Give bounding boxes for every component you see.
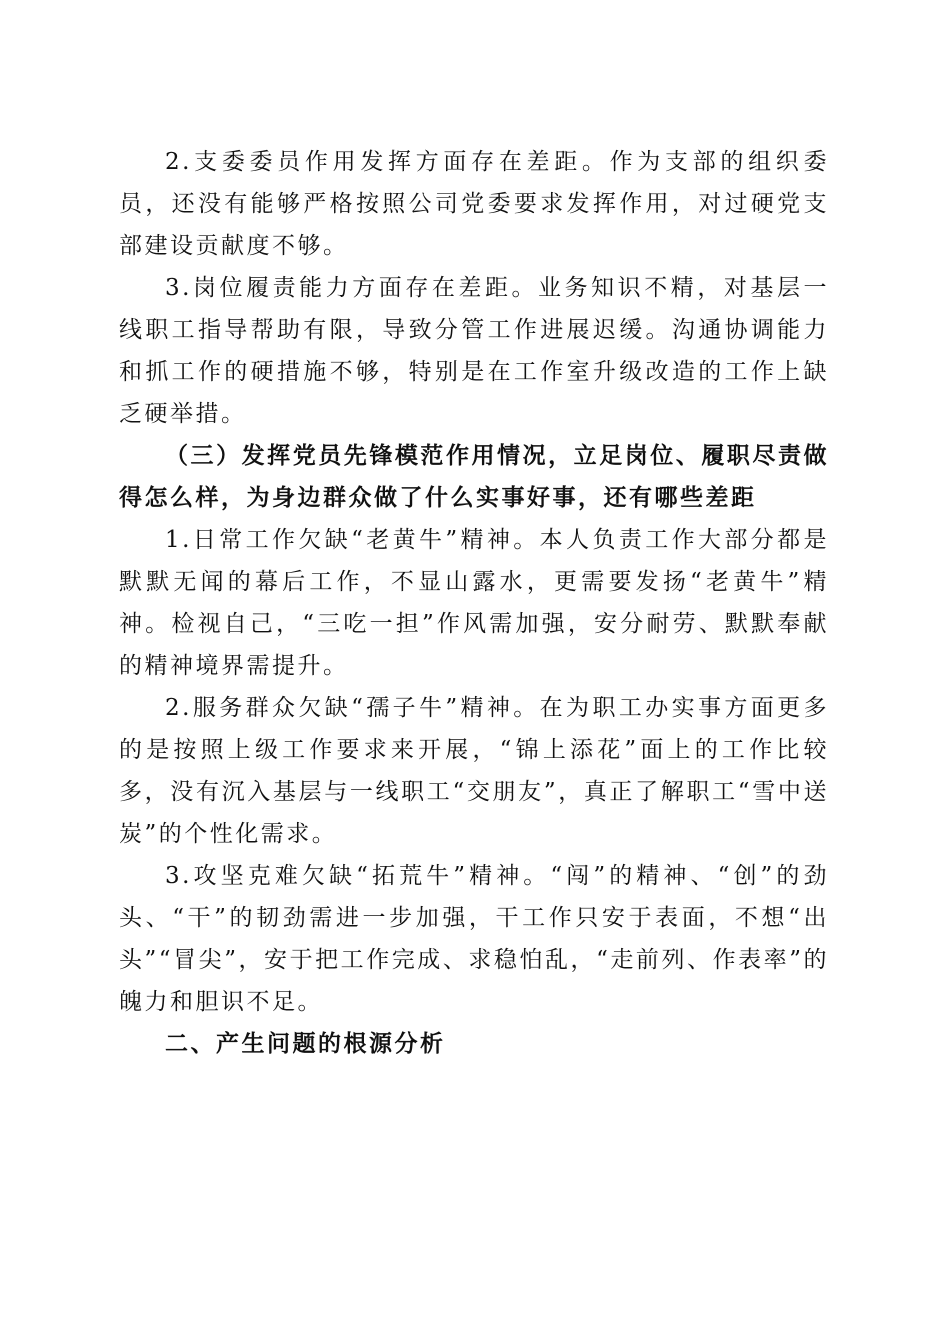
paragraph-pioneer-ox-spirit: 3.攻坚克难欠缺“拓荒牛”精神。“闯”的精神、“创”的劲头、“干”的韧劲需进一步加强，干工作只安于表面，不想“出头”“冒尖”，安于把工作完成、求稳怕乱，“走前列、作表率”的魄力和胆识不足。 [119, 863, 829, 1015]
subsection-heading-three: （三）发挥党员先锋模范作用情况，立足岗位、履职尽责做得怎么样，为身边群众做了什么实事好事，还有哪些差距 [119, 443, 829, 511]
paragraph-duty-ability: 3.岗位履责能力方面存在差距。业务知识不精，对基层一线职工指导帮助有限，导致分管工作进展迟缓。沟通协调能力和抓工作的硬措施不够，特别是在工作室升级改造的工作上缺乏硬举措。 [119, 275, 829, 427]
paragraph-committee-role: 2.支委委员作用发挥方面存在差距。作为支部的组织委员，还没有能够严格按照公司党委要求发挥作用，对过硬党支部建设贡献度不够。 [119, 149, 829, 259]
document-body [119, 141, 829, 1065]
section-heading-root-cause: 二、产生问题的根源分析 [165, 1031, 446, 1057]
paragraph-willing-ox-spirit: 2.服务群众欠缺“孺子牛”精神。在为职工办实事方面更多的是按照上级工作要求来开展，“锦上添花”面上的工作比较多，没有沉入基层与一线职工“交朋友”，真正了解职工“雪中送炭”的个性化需求。 [119, 695, 829, 847]
paragraph-old-ox-spirit: 1.日常工作欠缺“老黄牛”精神。本人负责工作大部分都是默默无闻的幕后工作，不显山露水，更需要发扬“老黄牛”精神。检视自己，“三吃一担”作风需加强，安分耐劳、默默奉献的精神境界需提升。 [119, 527, 829, 679]
